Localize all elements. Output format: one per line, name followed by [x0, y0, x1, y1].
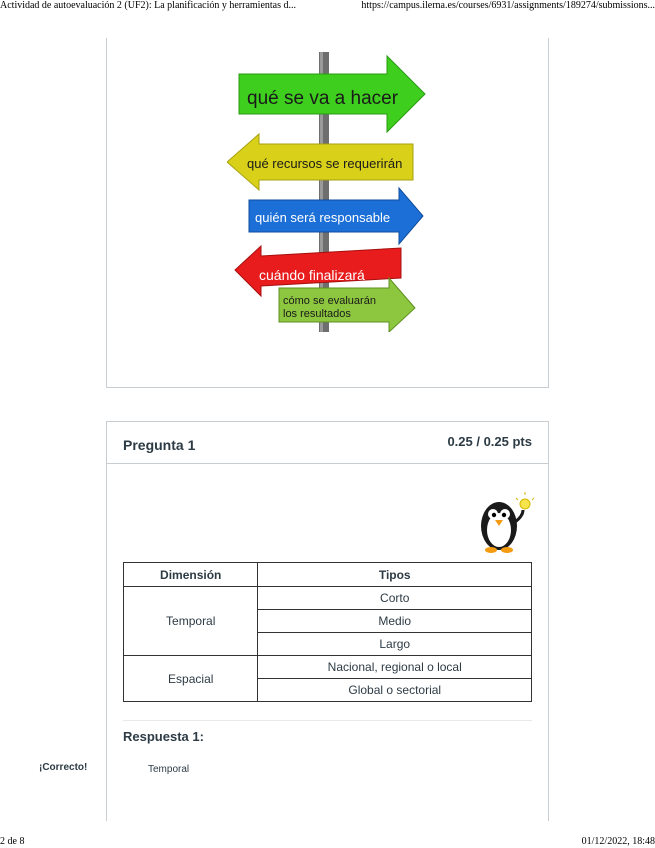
- table-row: [124, 656, 532, 679]
- sign-green-text: qué se va a hacer: [247, 88, 399, 109]
- dimension-table: [123, 562, 532, 702]
- answer-value: Temporal: [148, 764, 190, 775]
- sign-red-text: cuándo finalizará: [259, 267, 365, 283]
- correct-label: ¡Correcto!: [39, 762, 88, 773]
- signpost-image: [227, 52, 427, 332]
- print-header: [0, 0, 655, 14]
- question-card: [106, 421, 549, 821]
- sign-yellow-text: qué recursos se requerirán: [247, 156, 403, 171]
- answer-label: Respuesta 1:: [123, 729, 204, 744]
- sign-lightgreen-text-1: cómo se evaluarán: [283, 295, 376, 307]
- question-header: [107, 422, 548, 464]
- divider: [123, 720, 532, 721]
- table-cell-type: Corto: [258, 587, 532, 610]
- print-footer: [0, 836, 655, 848]
- table-cell-type: Global o sectorial: [258, 679, 532, 702]
- question-points: 0.25 / 0.25 pts: [447, 434, 532, 449]
- table-header-types: Tipos: [258, 563, 532, 587]
- table-cell-type: Nacional, regional o local: [258, 656, 532, 679]
- table-row: [124, 587, 532, 610]
- question-title: Pregunta 1: [123, 437, 196, 453]
- table-cell-type: Largo: [258, 633, 532, 656]
- table-header-dimension: Dimensión: [124, 563, 258, 587]
- table-header-row: [124, 563, 532, 587]
- table-cell-dimension: Espacial: [124, 656, 258, 702]
- sign-blue-text: quién será responsable: [255, 210, 391, 225]
- print-header-url: https://campus.ilerna.es/courses/6931/assignments/189274/submissions...: [361, 0, 655, 11]
- lightbulb-icon: [520, 499, 530, 509]
- print-header-title: Actividad de autoevaluación 2 (UF2): La planificación y herramientas d...: [0, 0, 297, 11]
- table-cell-dimension: Temporal: [124, 587, 258, 656]
- table-cell-type: Medio: [258, 610, 532, 633]
- print-footer-page: 2 de 8: [0, 836, 25, 847]
- sign-lightgreen-text-2: los resultados: [283, 308, 351, 320]
- image-card: [106, 38, 549, 388]
- print-footer-datetime: 01/12/2022, 18:48: [581, 836, 655, 847]
- penguin-icon: [473, 492, 535, 554]
